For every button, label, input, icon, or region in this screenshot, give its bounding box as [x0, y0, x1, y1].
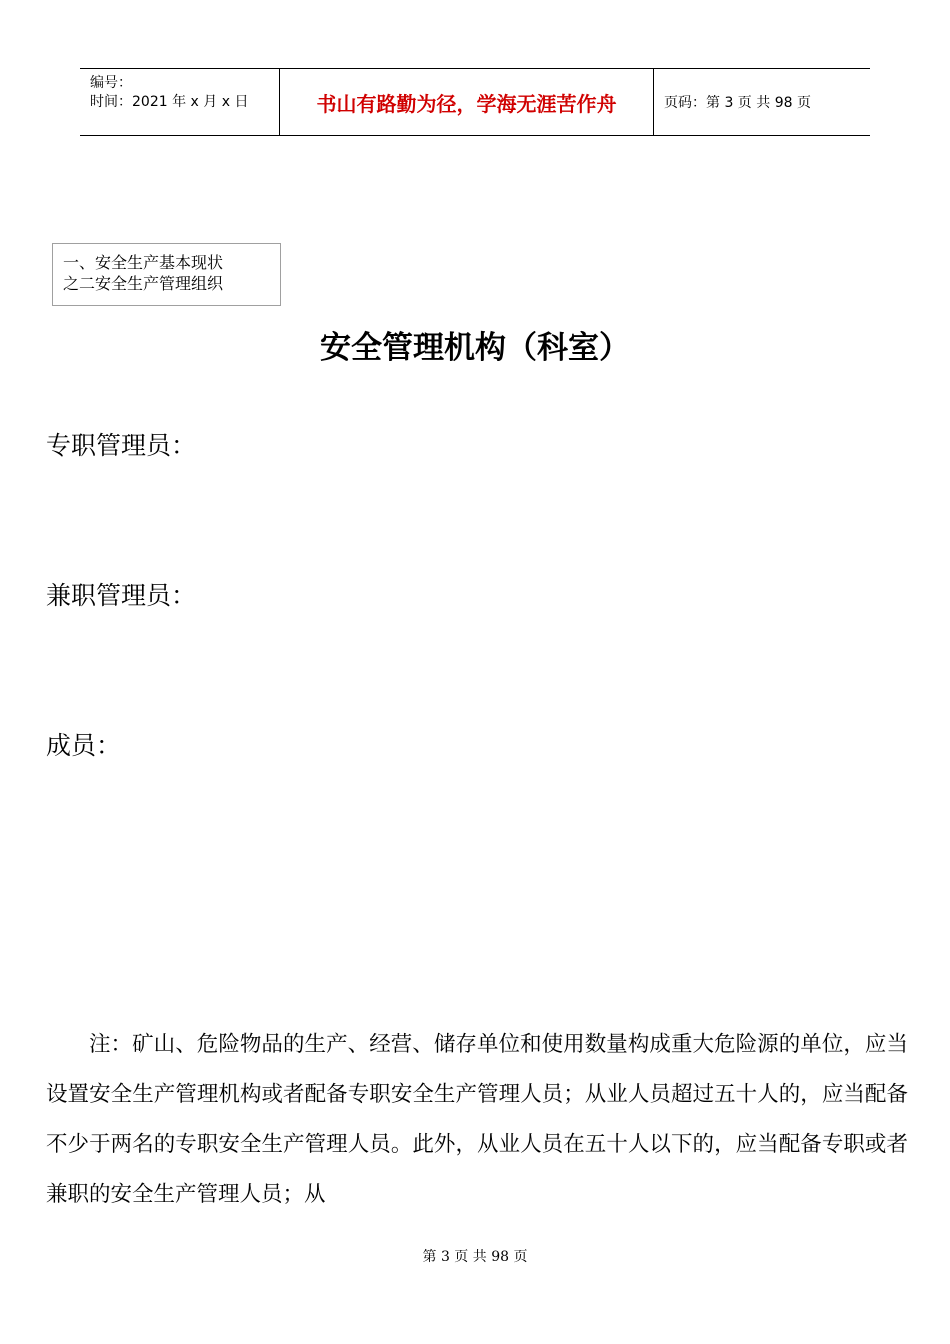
header-meta-cell	[80, 69, 280, 135]
page-title: 安全管理机构（科室）	[320, 330, 630, 366]
parttime-manager-label: 兼职管理员：	[46, 581, 197, 610]
date-label: 时间：2021 年 x 月 x 日	[90, 94, 249, 110]
page-header	[80, 68, 870, 136]
header-motto: 书山有路勤为径，学海无涯苦作舟	[280, 69, 654, 135]
fulltime-manager-label: 专职管理员：	[46, 431, 197, 460]
header-page-info: 页码：第 3 页 共 98 页	[664, 95, 811, 111]
section-line-2: 之二安全生产管理组织	[63, 274, 224, 293]
section-line-1: 一、安全生产基本现状	[63, 253, 224, 272]
serial-number-label: 编号：	[90, 75, 132, 91]
note-text: 注：矿山、危险物品的生产、经营、储存单位和使用数量构成重大危险源的单位，应当设置安全生产管理机构或者配备专职安全生产管理人员；从业人员超过五十人的，应当配备不少于两名的专职安全生产管理人员。此外，从业人员在五十人以下的，应当配备专职或者兼职的安全生产管理人员；从	[46, 1032, 908, 1207]
members-label: 成员：	[46, 731, 122, 760]
page-footer: 第 3 页 共 98 页	[422, 1249, 528, 1265]
note-paragraph	[46, 1020, 908, 1220]
section-label-box	[52, 243, 281, 306]
